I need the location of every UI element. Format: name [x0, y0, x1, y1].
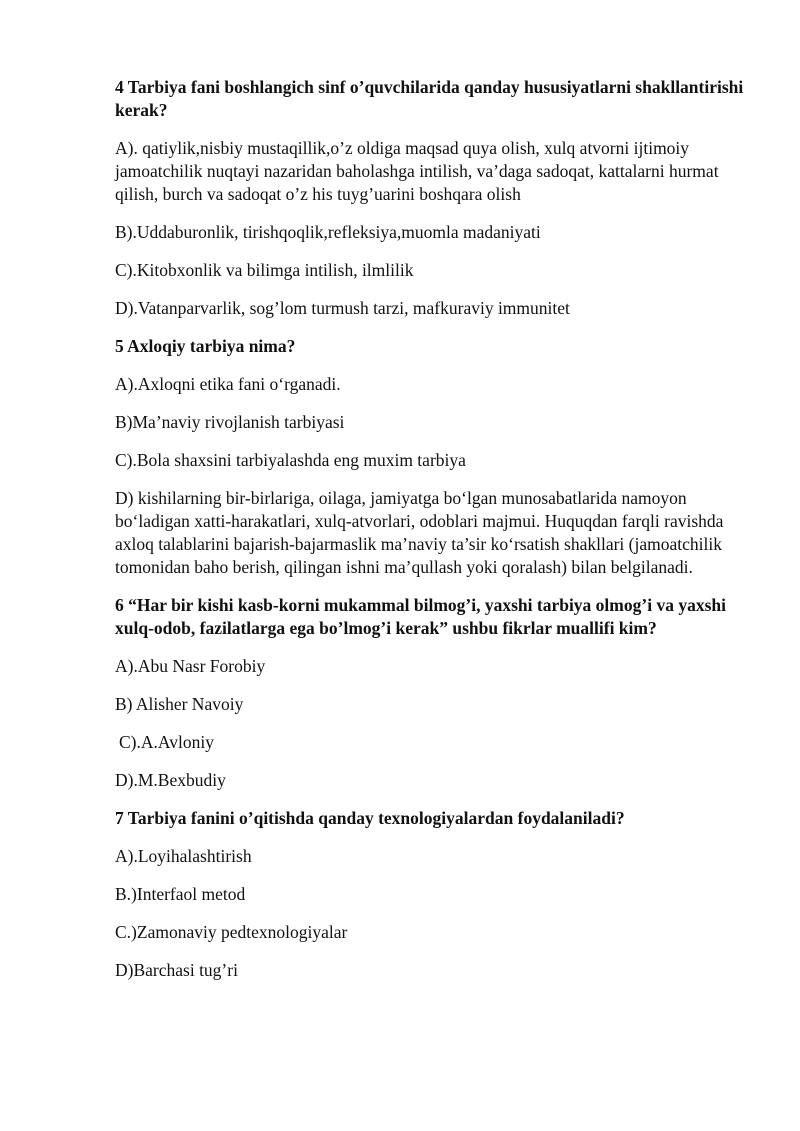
question-6-option-d: D).M.Bexbudiy [115, 770, 226, 790]
question-7-title: 7 Tarbiya fanini o’qitishda qanday texnologiyalardan foydalaniladi? [115, 808, 625, 828]
question-5-option-a: A).Axloqni etika fani o‘rganadi. [115, 374, 341, 394]
question-5-option-b: B)Ma’naviy rivojlanish tarbiyasi [115, 412, 345, 432]
question-7-option-b: B.)Interfaol metod [115, 884, 246, 904]
question-5-option-d: D) kishilarning bir-birlariga, oilaga, jamiyatga bo‘lgan munosabatlarida namoyon bo‘ladigan xatti-harakatlari, xulq-atvorlari, odoblari majmui. Huquqdan farqli ravishda axloq talablarini bajarish-bajarmaslik ma’naviy ta’sir ko‘rsatish shakllari (jamoatchilik tomonidan baho berish, qilingan ishni ma’qullash yoki qoralash) bilan belgilanadi. [115, 488, 724, 577]
question-5-title: 5 Axloqiy tarbiya nima? [115, 336, 296, 356]
question-6-title: 6 “Har bir kishi kasb-korni mukammal bilmog’i, yaxshi tarbiya olmog’i va yaxshi xulq-odob, fazilatlarga ega bo’lmog’i kerak” ushbu fikrlar muallifi kim? [115, 595, 726, 638]
question-6-option-a: A).Abu Nasr Forobiy [115, 656, 266, 676]
question-7-option-c: C.)Zamonaviy pedtexnologiyalar [115, 922, 348, 942]
document-page [115, 76, 745, 997]
question-4-option-a: A). qatiylik,nisbiy mustaqillik,o’z oldiga maqsad quya olish, xulq atvorni ijtimoiy jamoatchilik nuqtayi nazaridan baholashga intilish, va’daga sadoqat, kattalarni hurmat qilish, burch va sadoqat o’z his tuyg’uarini boshqara olish [115, 138, 719, 204]
question-7-option-d: D)Barchasi tug’ri [115, 960, 238, 980]
question-4-option-d: D).Vatanparvarlik, sog’lom turmush tarzi, mafkuraviy immunitet [115, 298, 570, 318]
question-4-option-c: C).Kitobxonlik va bilimga intilish, ilmlilik [115, 260, 414, 280]
question-5-option-c: C).Bola shaxsini tarbiyalashda eng muxim tarbiya [115, 450, 466, 470]
question-7-option-a: A).Loyihalashtirish [115, 846, 252, 866]
question-6-option-b: B) Alisher Navoiy [115, 694, 244, 714]
question-4-title: 4 Tarbiya fani boshlangich sinf o’quvchilarida qanday hususiyatlarni shakllantirishi kerak? [115, 77, 744, 120]
question-4-option-b: B).Uddaburonlik, tirishqoqlik,refleksiya,muomla madaniyati [115, 222, 541, 242]
question-6-option-c: C).A.Avloniy [119, 732, 214, 752]
